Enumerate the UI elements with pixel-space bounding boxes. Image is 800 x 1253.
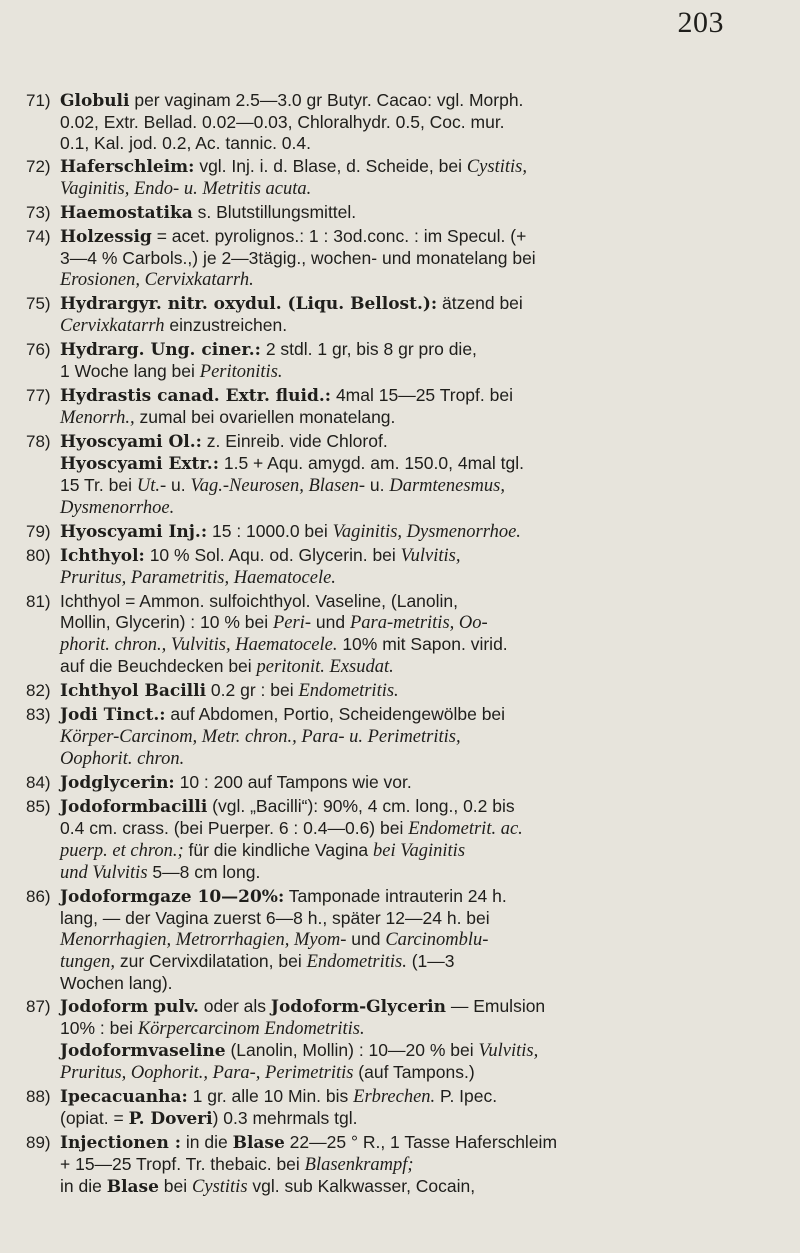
entry-heading: Hydrarg. Ung. ciner.: (60, 340, 261, 360)
entry-text: 0.1, Kal. jod. 0.2, Ac. tannic. 0.4. (60, 133, 311, 153)
entry-text: + 15—25 Tropf. Tr. thebaic. bei (60, 1154, 305, 1174)
entry-text: vgl. sub Kalkwasser, Cocain, (247, 1176, 476, 1196)
entry-line (60, 886, 762, 908)
entry (26, 385, 762, 429)
entry-line (60, 1108, 762, 1130)
entry-text: lang, — der Vagina zuerst 6—8 h., später 12—24 h. bei (60, 908, 490, 928)
entry-heading: Jodoform-Glycerin (270, 997, 446, 1017)
entry-line (60, 133, 762, 154)
entry (26, 704, 762, 770)
entry-text: s. Blutstillungsmittel. (192, 202, 357, 222)
entry-text: zur Cervixdilatation, bei (114, 951, 307, 971)
entry-line (60, 178, 762, 200)
entry-line (60, 1062, 762, 1084)
entry-text: 15 Tr. bei (60, 475, 137, 495)
entry-line (60, 612, 762, 634)
entry-heading: Blase (232, 1133, 285, 1153)
italic-text: Endometrit. ac. (408, 819, 523, 839)
entry-line (60, 90, 762, 112)
entry-text: 0.4 cm. crass. (bei Puerper. 6 : 0.4—0.6) bei (60, 818, 409, 838)
entry-list (26, 90, 762, 1200)
entry-text: u. (166, 475, 191, 495)
italic-text: Körper-Carcinom, Metr. chron., Para- u. Perimetritis, (60, 727, 461, 747)
entry-text: (vgl. „Bacilli“): 90%, 4 cm. long., 0.2 bis (207, 796, 515, 816)
entry-line (60, 748, 762, 770)
italic-text: Vaginitis, Dysmenorrhoe. (332, 522, 521, 542)
entry-heading: Jodoformbacilli (60, 797, 208, 817)
entry-number: 84) (26, 773, 51, 792)
entry-text: = acet. pyrolignos.: 1 : 3od.conc. : im Specul. (+ (151, 226, 527, 246)
entry-text: 10 : 200 auf Tampons wie vor. (174, 772, 412, 792)
entry-number: 89) (26, 1133, 51, 1152)
entry-heading: Holzessig (60, 227, 152, 247)
entry (26, 339, 762, 383)
entry-line (60, 929, 762, 951)
entry-number: 73) (26, 203, 51, 222)
entry-line (60, 453, 762, 475)
entry-line (60, 996, 762, 1018)
entry-text: Ichthyol = Ammon. sulfoichthyol. Vaseline, (Lanolin, (60, 591, 459, 611)
entry-text: oder als (198, 996, 271, 1016)
entry (26, 680, 762, 702)
entry-text: ätzend bei (437, 293, 523, 313)
page-number: 203 (677, 6, 724, 39)
entry-line (60, 772, 762, 794)
entry-number: 77) (26, 386, 51, 405)
entry-line (60, 293, 762, 315)
entry (26, 591, 762, 678)
entry-line (60, 385, 762, 407)
italic-text: Endometritis. (306, 952, 407, 972)
italic-text: puerp. et chron.; (60, 841, 184, 861)
entry (26, 293, 762, 337)
entry (26, 226, 762, 291)
entry-text: Tamponade intrauterin 24 h. (284, 886, 507, 906)
entry-number: 80) (26, 546, 51, 565)
entry-text: (auf Tampons.) (353, 1062, 475, 1082)
entry-line (60, 339, 762, 361)
entry (26, 772, 762, 794)
italic-text: Erbrechen. (353, 1087, 436, 1107)
entry-text: P. Ipec. (435, 1086, 498, 1106)
italic-text: Menorrhagien, Metrorrhagien, Myom- (60, 930, 347, 950)
italic-text: Pruritus, Parametritis, Haematocele. (60, 568, 336, 588)
entry-number: 72) (26, 157, 51, 176)
entry-text: 4mal 15—25 Tropf. bei (331, 385, 513, 405)
entry-heading: Hydrargyr. nitr. oxydul. (Liqu. Bellost.): (60, 294, 438, 314)
entry-text: in die (60, 1176, 107, 1196)
entry-text: in die (181, 1132, 233, 1152)
entry-line (60, 1154, 762, 1176)
entry-text: zumal bei ovariellen monatelang. (134, 407, 396, 427)
italic-text: Cystitis (192, 1177, 248, 1197)
entry-line (60, 248, 762, 269)
entry-heading: Hyoscyami Ol.: (60, 432, 202, 452)
entry-number: 78) (26, 432, 51, 451)
entry-line (60, 704, 762, 726)
entry-text: 10% mit Sapon. virid. (337, 634, 508, 654)
entry-line (60, 431, 762, 453)
entry-text: u. (365, 475, 390, 495)
entry (26, 90, 762, 154)
italic-text: Oophorit. chron. (60, 749, 185, 769)
entry-line (60, 656, 762, 678)
entry-text: Mollin, Glycerin) : 10 % bei (60, 612, 273, 632)
entry-text: 0.2 gr : bei (206, 680, 299, 700)
entry-text: ) 0.3 mehrmals tgl. (212, 1108, 358, 1128)
entry-text: 0.02, Extr. Bellad. 0.02—0.03, Chloralhydr. 0.5, Coc. mur. (60, 112, 505, 132)
entry-heading: Jodglycerin: (60, 773, 175, 793)
entry-number: 79) (26, 522, 51, 541)
entry-heading: Jodoformgaze 10—20%: (60, 887, 285, 907)
entry-heading: Ipecacuanha: (60, 1087, 188, 1107)
entry-line (60, 226, 762, 248)
entry-line (60, 680, 762, 702)
entry (26, 1132, 762, 1198)
entry-text: bei (158, 1176, 193, 1196)
entry-line (60, 407, 762, 429)
entry-number: 75) (26, 294, 51, 313)
italic-text: Endometritis. (298, 681, 399, 701)
entry (26, 886, 762, 994)
entry-line (60, 567, 762, 589)
italic-text: Cystitis, (466, 157, 527, 177)
entry-line (60, 1132, 762, 1154)
entry-number: 76) (26, 340, 51, 359)
entry-heading: Haferschleim: (60, 157, 195, 177)
entry (26, 545, 762, 589)
italic-text: Ut.- (136, 476, 167, 496)
entry-heading: Ichthyol Bacilli (60, 681, 207, 701)
entry-text: (Lanolin, Mollin) : 10—20 % bei (225, 1040, 479, 1060)
entry-heading: Jodoform pulv. (60, 997, 199, 1017)
entry-heading: Blase (106, 1177, 159, 1197)
entry-text: 2 stdl. 1 gr, bis 8 gr pro die, (260, 339, 477, 359)
entry-line (60, 1018, 762, 1040)
entry-line (60, 315, 762, 337)
entry-line (60, 1040, 762, 1062)
entry-text: einzustreichen. (164, 315, 288, 335)
entry-text: 1.5 + Aqu. amygd. am. 150.0, 4mal tgl. (219, 453, 524, 473)
entry-line (60, 497, 762, 519)
entry-line (60, 908, 762, 929)
entry-heading: Jodoformvaseline (60, 1041, 226, 1061)
entry-line (60, 973, 762, 994)
entry-text: und (346, 929, 386, 949)
entry-text: 5—8 cm long. (147, 862, 261, 882)
entry-heading: Haemostatika (60, 203, 193, 223)
entry-text: für die kindliche Vagina (183, 840, 374, 860)
italic-text: Peri- (273, 613, 312, 633)
entry-text: 1 Woche lang bei (60, 361, 200, 381)
italic-text: peritonit. Exsudat. (256, 657, 394, 677)
entry-number: 83) (26, 705, 51, 724)
entry-text: vgl. Inj. i. d. Blase, d. Scheide, bei (194, 156, 467, 176)
entry-line (60, 1086, 762, 1108)
italic-text: Dysmenorrhoe. (60, 498, 175, 518)
entry-number: 82) (26, 681, 51, 700)
entry-line (60, 112, 762, 133)
entry (26, 796, 762, 884)
entry-text: per vaginam 2.5—3.0 gr Butyr. Cacao: vgl. Morph. (129, 90, 524, 110)
entry-number: 86) (26, 887, 51, 906)
italic-text: Pruritus, Oophorit., Para-, Perimetritis (60, 1063, 354, 1083)
entry-line (60, 1176, 762, 1198)
entry-line (60, 361, 762, 383)
italic-text: Darmtenesmus, (389, 476, 505, 496)
entry (26, 431, 762, 519)
entry-heading: Globuli (60, 91, 130, 111)
italic-text: phorit. chron., Vulvitis, Haematocele. (60, 635, 338, 655)
italic-text: Vag.-Neurosen, Blasen- (190, 476, 366, 496)
entry-line (60, 634, 762, 656)
entry-line (60, 862, 762, 884)
entry-number: 87) (26, 997, 51, 1016)
entry-heading: P. Doveri (128, 1109, 213, 1129)
italic-text: Erosionen, Cervixkatarrh. (60, 270, 254, 290)
italic-text: Para-metritis, Oo- (349, 613, 488, 633)
italic-text: Peritonitis. (199, 362, 283, 382)
entry-heading: Hyoscyami Extr.: (60, 454, 219, 474)
entry-line (60, 475, 762, 497)
entry-line (60, 591, 762, 612)
entry (26, 996, 762, 1084)
entry-number: 71) (26, 91, 51, 110)
entry-number: 85) (26, 797, 51, 816)
entry-heading: Ichthyol: (60, 546, 145, 566)
entry-line (60, 202, 762, 224)
entry (26, 521, 762, 543)
italic-text: Menorrh., (60, 408, 135, 428)
entry-text: 22—25 ° R., 1 Tasse Haferschleim (284, 1132, 558, 1152)
entry-text: 1 gr. alle 10 Min. bis (187, 1086, 354, 1106)
entry (26, 1086, 762, 1130)
entry (26, 202, 762, 224)
entry-text: 10 % Sol. Aqu. od. Glycerin. bei (144, 545, 401, 565)
italic-text: und Vulvitis (60, 863, 148, 883)
entry-line (60, 156, 762, 178)
entry-line (60, 796, 762, 818)
entry-heading: Jodi Tinct.: (60, 705, 166, 725)
italic-text: Vaginitis, Endo- u. Metritis acuta. (60, 179, 312, 199)
entry-text: — Emulsion (445, 996, 546, 1016)
entry-line (60, 269, 762, 291)
entry-text: und (311, 612, 350, 632)
entry-text: auf die Beuchdecken bei (60, 656, 257, 676)
italic-text: Blasenkrampf; (304, 1155, 414, 1175)
entry-text: z. Einreib. vide Chlorof. (201, 431, 388, 451)
italic-text: bei Vaginitis (373, 841, 466, 861)
entry-line (60, 818, 762, 840)
entry-line (60, 521, 762, 543)
italic-text: Vulvitis, (478, 1041, 539, 1061)
entry (26, 156, 762, 200)
entry-number: 81) (26, 592, 51, 611)
italic-text: Körpercarcinom Endometritis. (137, 1019, 365, 1039)
entry-line (60, 545, 762, 567)
entry-heading: Injectionen : (60, 1133, 182, 1153)
entry-line (60, 726, 762, 748)
entry-number: 74) (26, 227, 51, 246)
italic-text: Carcinomblu- (385, 930, 489, 950)
entry-text: (opiat. = (60, 1108, 129, 1128)
entry-text: 3—4 % Carbols.,) je 2—3tägig., wochen- und monatelang bei (60, 248, 536, 268)
entry-line (60, 840, 762, 862)
entry-text: 10% : bei (60, 1018, 138, 1038)
entry-text: auf Abdomen, Portio, Scheidengewölbe bei (165, 704, 506, 724)
entry-text: (1—3 (406, 951, 455, 971)
italic-text: Cervixkatarrh (60, 316, 165, 336)
entry-heading: Hyoscyami Inj.: (60, 522, 208, 542)
entry-text: Wochen lang). (60, 973, 173, 993)
italic-text: Vulvitis, (400, 546, 461, 566)
entry-number: 88) (26, 1087, 51, 1106)
italic-text: tungen, (60, 952, 115, 972)
entry-heading: Hydrastis canad. Extr. fluid.: (60, 386, 332, 406)
entry-text: 15 : 1000.0 bei (207, 521, 333, 541)
entry-line (60, 951, 762, 973)
